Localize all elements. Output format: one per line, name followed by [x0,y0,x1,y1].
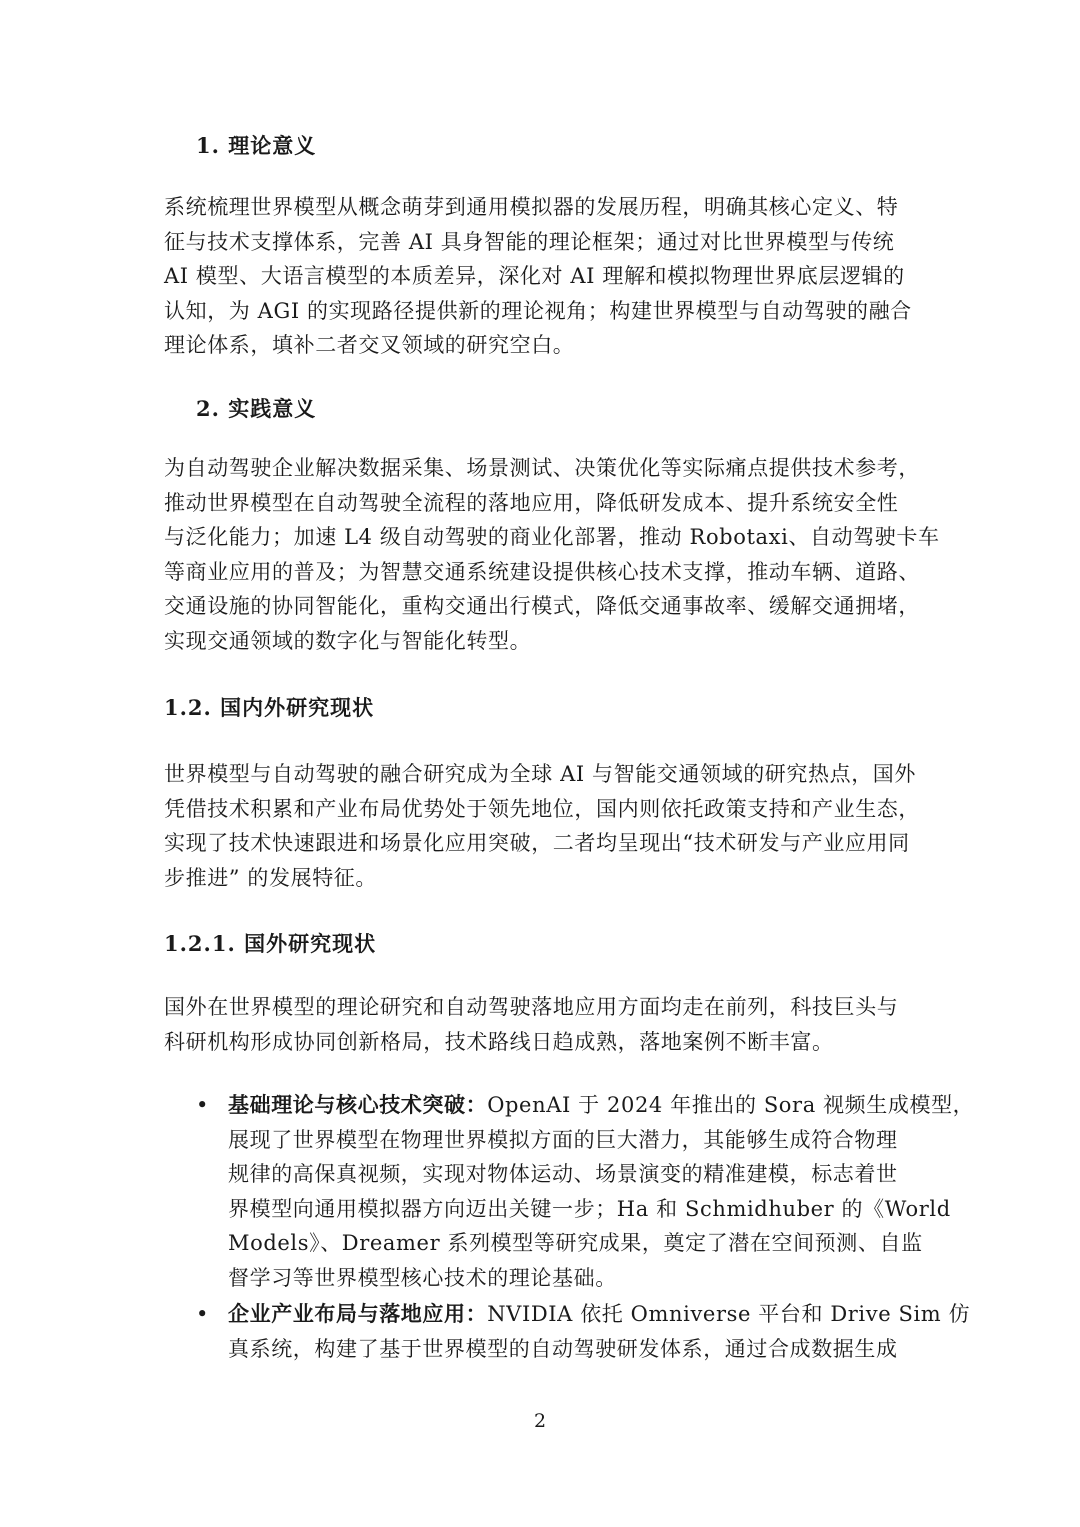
heading-practice-significance: 2. 实践意义 [196,396,317,421]
text-line: 推动世界模型在自动驾驶全流程的落地应用，降低研发成本、提升系统安全性 [164,490,899,515]
bullet-lead: 基础理论与核心技术突破： [228,1092,488,1117]
text-line: 为自动驾驶企业解决数据采集、场景测试、决策优化等实际痛点提供技术参考， [164,456,920,480]
paragraph-status [164,757,920,895]
bullet-icon: • [196,1302,209,1326]
text-line: 认知，为 AGI 的实现路径提供新的理论视角；构建世界模型与自动驾驶的融合 [164,298,912,323]
heading-section-1-2-1: 1.2.1. 国外研究现状 [164,931,377,956]
text-line: 世界模型与自动驾驶的融合研究成为全球 AI 与智能交通领域的研究热点，国外 [164,762,917,786]
text-line: 系统梳理世界模型从概念萌芽到通用模拟器的发展历程，明确其核心定义、特 [164,195,899,219]
bullet-lead: 企业产业布局与落地应用： [228,1301,488,1326]
page-number: 2 [533,1410,547,1432]
text-line: 交通设施的协同智能化，重构交通出行模式，降低交通事故率、缓解交通拥堵， [164,594,920,618]
text-line: 征与技术支撑体系，完善 AI 具身智能的理论框架；通过对比世界模型与传统 [164,229,895,254]
heading-theory-significance: 1. 理论意义 [196,133,317,158]
bullet-first-line-rest: NVIDIA 依托 Omniverse 平台和 Drive Sim 仿 [487,1302,971,1326]
heading-section-1-2: 1.2. 国内外研究现状 [164,695,375,720]
text-line: 展现了世界模型在物理世界模拟方面的巨大潜力，其能够生成符合物理 [228,1127,898,1152]
bullet-item-foundation [196,1088,975,1296]
text-line: 科研机构形成协同创新格局，技术路线日趋成熟，落地案例不断丰富。 [164,1029,834,1054]
paragraph-foreign [164,990,916,1059]
text-line: 凭借技术积累和产业布局优势处于领先地位，国内则依托政策支持和产业生态， [164,796,920,821]
text-line: 真系统，构建了基于世界模型的自动驾驶研发体系，通过合成数据生成 [228,1336,898,1361]
text-line: 等商业应用的普及；为智慧交通系统建设提供核心技术支撑，推动车辆、道路、 [164,559,920,584]
text-line [228,1297,971,1332]
text-line: 督学习等世界模型核心技术的理论基础。 [228,1265,617,1290]
text-line [228,1088,975,1123]
text-line: Models》、Dreamer 系列模型等研究成果，奠定了潜在空间预测、自监 [228,1231,923,1255]
paragraph-theory [164,190,916,363]
bullet-text [228,1088,975,1295]
text-line: 界模型向通用模拟器方向迈出关键一步；Ha 和 Schmidhuber 的《World [228,1196,951,1221]
text-line: 步推进” 的发展特征。 [164,865,378,890]
bullet-item-industry [196,1297,971,1367]
bullet-first-line-rest: OpenAI 于 2024 年推出的 Sora 视频生成模型， [487,1093,975,1117]
text-line: 实现了技术快速跟进和场景化应用突破，二者均呈现出“技术研发与产业应用同 [164,831,910,855]
text-line: 国外在世界模型的理论研究和自动驾驶落地应用方面均走在前列，科技巨头与 [164,995,899,1019]
text-line: 理论体系，填补二者交叉领域的研究空白。 [164,333,575,357]
bullet-text [228,1297,971,1366]
paragraph-practice [164,451,940,658]
text-line: AI 模型、大语言模型的本质差异，深化对 AI 理解和模拟物理世界底层逻辑的 [164,264,905,288]
bullet-icon: • [196,1093,209,1117]
text-line: 规律的高保真视频，实现对物体运动、场景演变的精准建模，标志着世 [228,1162,898,1186]
text-line: 与泛化能力；加速 L4 级自动驾驶的商业化部署，推动 Robotaxi、自动驾驶卡车 [164,525,940,549]
text-line: 实现交通领域的数字化与智能化转型。 [164,628,532,653]
